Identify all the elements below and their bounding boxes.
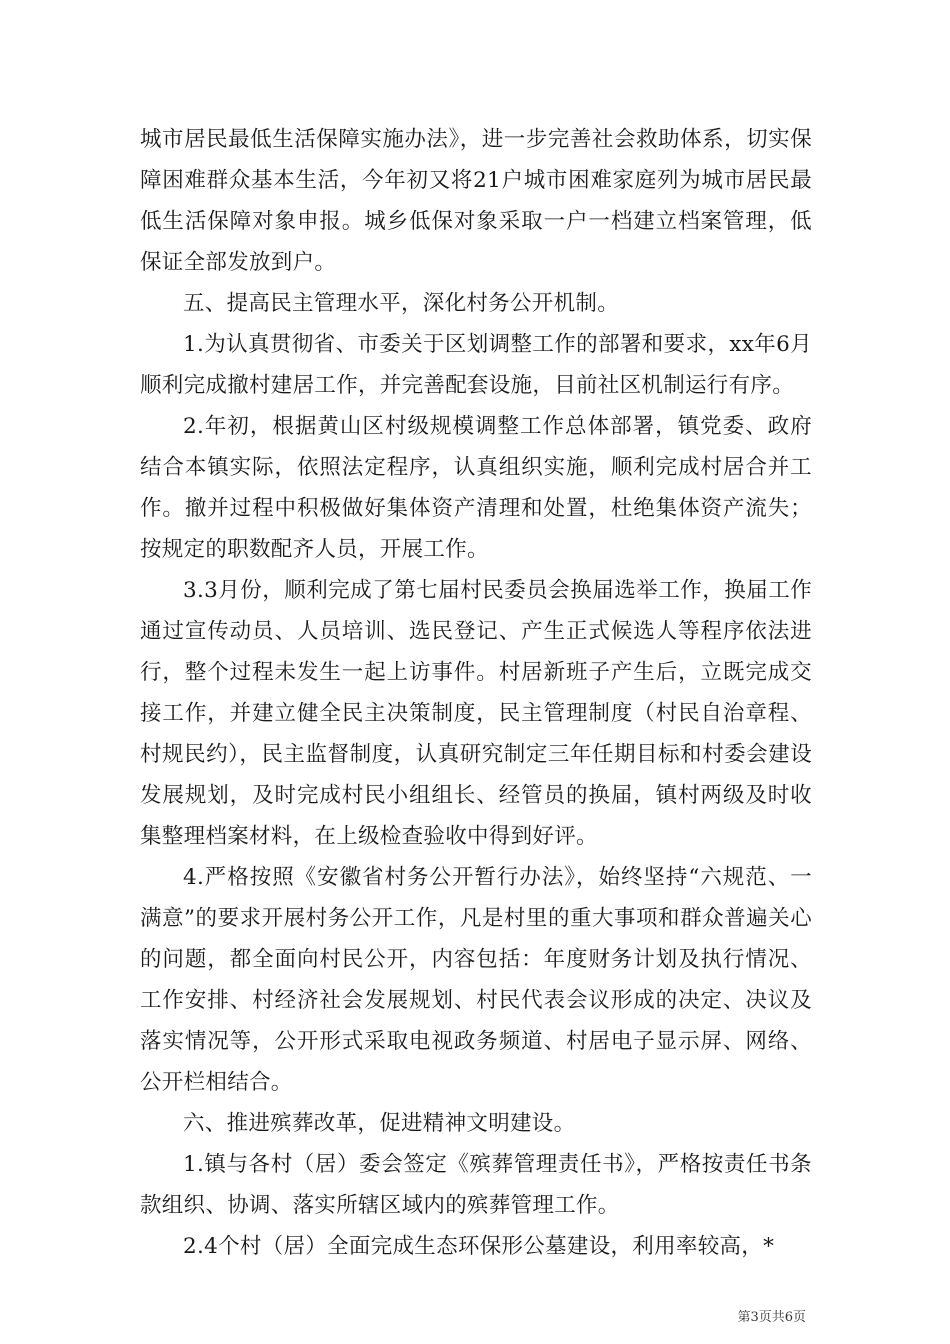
section-heading-5: 五、提高民主管理水平，深化村务公开机制。 [183, 291, 620, 316]
paragraph-5-3: 3.3月份，顺利完成了第七届村民委员会换届选举工作，换届工作通过宣传动员、人员培训、选民登记、产生正式候选人等程序依法进行，整个过程未发生一起上访事件。村居新班子产生后，立既完成交接工作，并建立健全民主决策制度，民主管理制度（村民自治章程、村规民约），民主监督制度，认真研究制定三年任期目标和村委会建设发展规划，及时完成村民小组组长、经管员的换届，镇村两级及时收集整理档案材料，在上级检查验收中得到好评。 [140, 578, 812, 849]
paragraph-6-2: 2.4个村（居）全面完成生态环保形公墓建设，利用率较高，* [183, 1234, 775, 1259]
paragraph-continuation: 城市居民最低生活保障实施办法》，进一步完善社会救助体系，切实保障困难群众基本生活，今年初又将21户城市困难家庭列为城市居民最低生活保障对象申报。城乡低保对象采取一户一档建立档案管理，低保证全部发放到户。 [140, 127, 812, 275]
paragraph-5-1: 1.为认真贯彻省、市委关于区划调整工作的部署和要求，xx年6月顺利完成撤村建居工作，并完善配套设施，目前社区机制运行有序。 [140, 332, 812, 398]
paragraph-5-2: 2.年初，根据黄山区村级规模调整工作总体部署，镇党委、政府结合本镇实际，依照法定程序，认真组织实施，顺利完成村居合并工作。撤并过程中积极做好集体资产清理和处置，杜绝集体资产流失；按规定的职数配齐人员，开展工作。 [140, 414, 812, 562]
section-heading-6: 六、推进殡葬改革，促进精神文明建设。 [183, 1111, 576, 1136]
paragraph-5-4: 4.严格按照《安徽省村务公开暂行办法》，始终坚持“六规范、一满意”的要求开展村务公开工作，凡是村里的重大事项和群众普遍关心的问题，都全面向村民公开，内容包括：年度财务计划及执行情况、工作安排、村经济社会发展规划、村民代表会议形成的决定、决议及落实情况等，公开形式采取电视政务频道、村居电子显示屏、网络、公开栏相结合。 [140, 865, 812, 1095]
paragraph-6-1: 1.镇与各村（居）委会签定《殡葬管理责任书》，严格按责任书条款组织、协调、落实所辖区域内的殡葬管理工作。 [140, 1152, 812, 1218]
document-body [140, 119, 812, 1267]
page-number-footer: 第3页共6页 [737, 1310, 806, 1325]
